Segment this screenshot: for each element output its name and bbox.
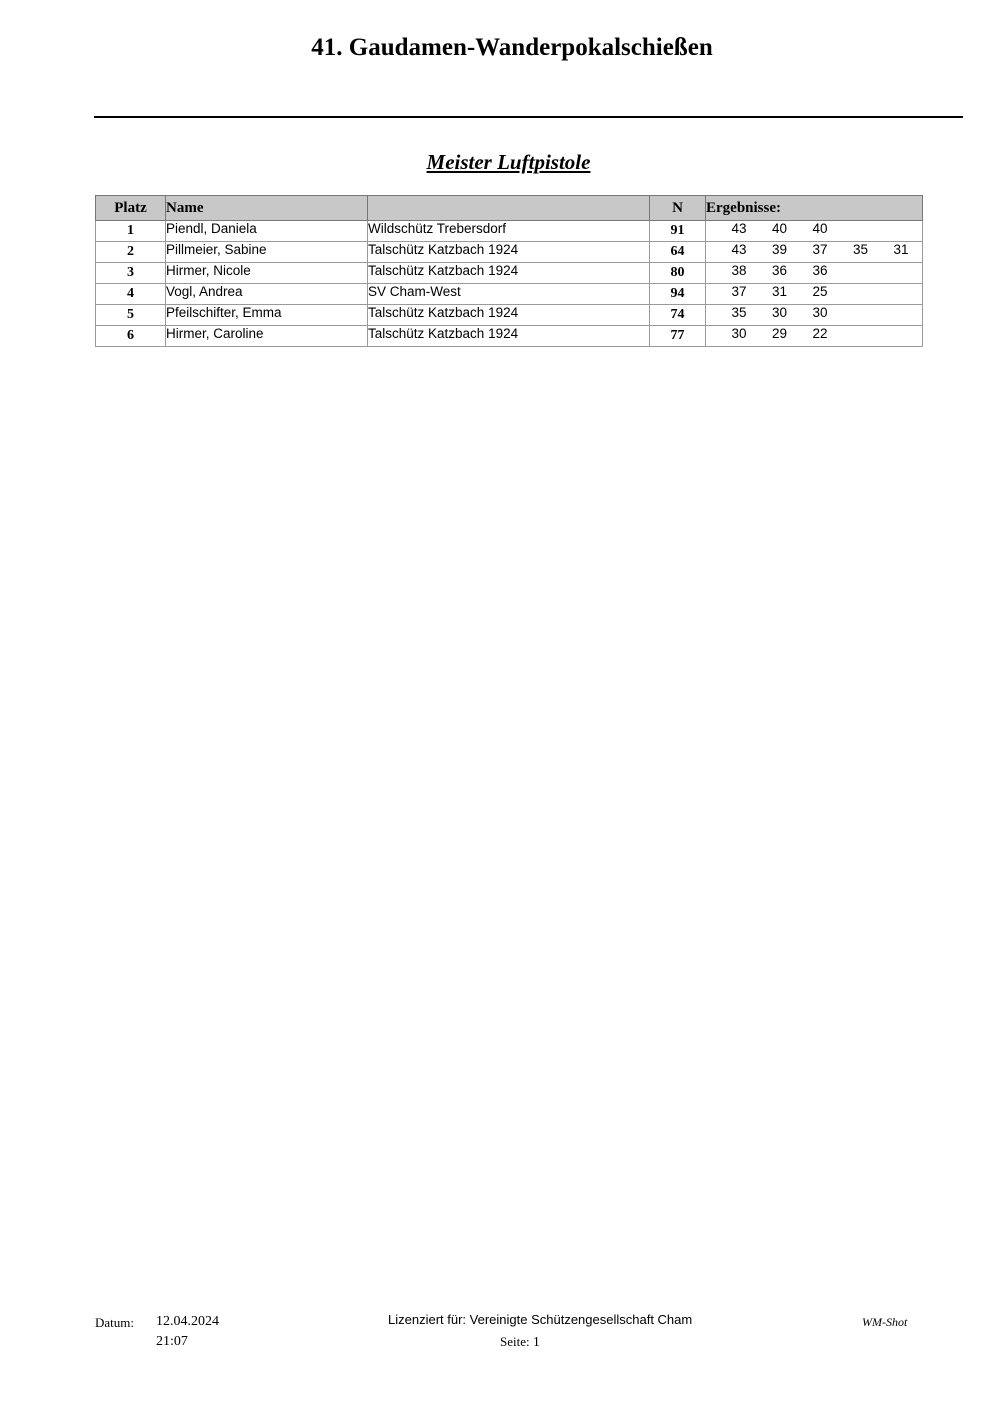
cell-ergebnisse [706,326,923,347]
cell-name: Vogl, Andrea [166,284,368,305]
score-value: 37 [812,242,828,257]
cell-platz: 1 [96,221,166,242]
table-row [96,263,923,284]
score-list [706,326,922,341]
cell-name: Hirmer, Caroline [166,326,368,347]
cell-platz: 2 [96,242,166,263]
column-header-ergebnisse: Ergebnisse: [706,196,923,221]
cell-club: SV Cham-West [368,284,650,305]
score-list [706,221,922,236]
cell-n: 64 [650,242,706,263]
section-title: Meister Luftpistole [426,150,591,174]
table-row [96,284,923,305]
footer-page-number: 1 [532,1335,540,1350]
column-header-platz: Platz [96,196,166,221]
cell-n: 77 [650,326,706,347]
score-value: 22 [812,326,828,341]
score-value: 30 [771,305,787,320]
table-row [96,242,923,263]
table-row [96,305,923,326]
cell-ergebnisse [706,242,923,263]
score-list [706,242,922,257]
cell-club: Talschütz Katzbach 1924 [368,263,650,284]
cell-ergebnisse [706,305,923,326]
cell-name: Pillmeier, Sabine [166,242,368,263]
footer-page [500,1334,540,1351]
cell-club: Wildschütz Trebersdorf [368,221,650,242]
column-header-name: Name [166,196,368,221]
table-row [96,326,923,347]
score-list [706,263,922,278]
score-value: 31 [771,284,787,299]
cell-club: Talschütz Katzbach 1924 [368,326,650,347]
cell-ergebnisse [706,284,923,305]
score-value: 39 [771,242,787,257]
score-value: 35 [731,305,747,320]
cell-n: 80 [650,263,706,284]
table-body [96,221,923,347]
cell-platz: 6 [96,326,166,347]
cell-n: 74 [650,305,706,326]
cell-club: Talschütz Katzbach 1924 [368,305,650,326]
cell-ergebnisse [706,221,923,242]
score-value: 43 [731,242,747,257]
score-value: 43 [731,221,747,236]
cell-n: 91 [650,221,706,242]
footer-software: WM-Shot [862,1315,908,1329]
footer-page-label: Seite: [500,1334,530,1349]
score-value: 36 [812,263,828,278]
table-row [96,221,923,242]
score-list [706,305,922,320]
results-table [95,195,923,347]
header-divider [94,116,963,118]
score-list [706,284,922,299]
cell-platz: 4 [96,284,166,305]
page-title: 41. Gaudamen-Wanderpokalschießen [311,34,713,61]
cell-ergebnisse [706,263,923,284]
column-header-n: N [650,196,706,221]
score-value: 40 [771,221,787,236]
table-header-row [96,196,923,221]
score-value: 40 [812,221,828,236]
score-value: 30 [812,305,828,320]
cell-name: Pfeilschifter, Emma [166,305,368,326]
footer-date-label: Datum: [95,1315,134,1330]
cell-n: 94 [650,284,706,305]
score-value: 37 [731,284,747,299]
score-value: 25 [812,284,828,299]
score-value: 38 [731,263,747,278]
footer-license: Lizenziert für: Vereinigte Schützengesellschaft Cham [388,1312,693,1327]
cell-platz: 3 [96,263,166,284]
score-value: 31 [893,242,909,257]
score-value: 36 [771,263,787,278]
footer-date: 12.04.2024 [156,1314,219,1329]
footer-time: 21:07 [156,1334,188,1349]
score-value: 29 [771,326,787,341]
column-header-club [368,196,650,221]
cell-platz: 5 [96,305,166,326]
cell-club: Talschütz Katzbach 1924 [368,242,650,263]
cell-name: Hirmer, Nicole [166,263,368,284]
score-value: 30 [731,326,747,341]
cell-name: Piendl, Daniela [166,221,368,242]
score-value: 35 [852,242,868,257]
